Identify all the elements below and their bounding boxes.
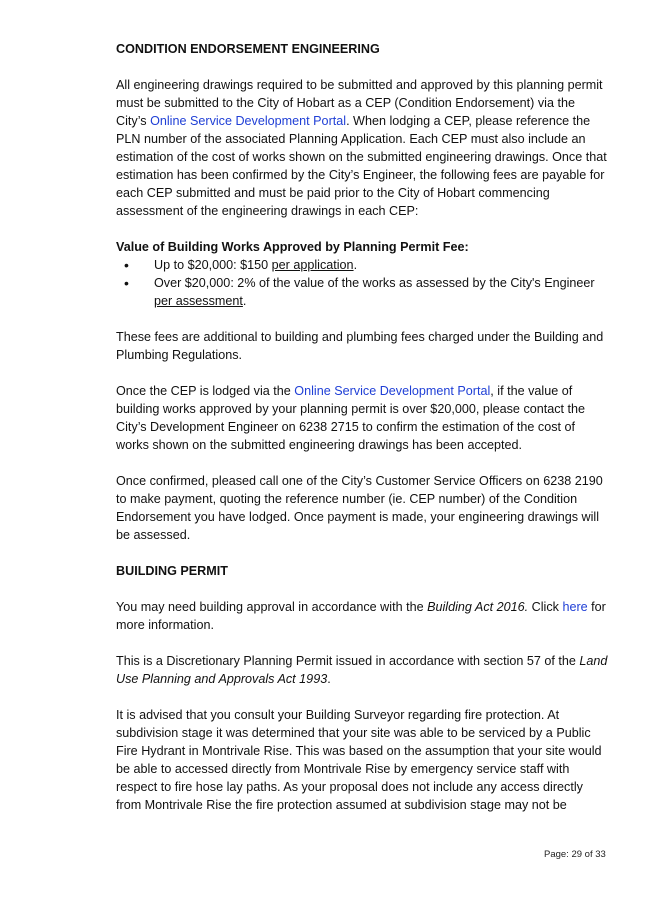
here-link[interactable]: here	[562, 600, 588, 614]
building-approval-paragraph: You may need building approval in accordance with the Building Act 2016. Click here for more information.	[116, 600, 606, 632]
building-permit-heading: BUILDING PERMIT	[116, 564, 228, 578]
fee-list	[116, 256, 608, 310]
list-item: • Up to $20,000: $150 per application.	[116, 256, 608, 274]
confirmed-paragraph: Once confirmed, pleased call one of the City’s Customer Service Officers on 6238 2190 to make payment, quoting the reference number (ie. CEP number) of the Condition Endorsement you have lodged. Once payment is made, your engineering drawings will be assessed.	[116, 474, 603, 542]
online-service-portal-link-2[interactable]: Online Service Development Portal	[294, 384, 491, 398]
lodged-paragraph: Once the CEP is lodged via the Online Service Development Portal, if the value of building works approved by your planning permit is over $20,000, please contact the City’s Development Engineer on 6238 2715 to confirm the estimation of the cost of works shown on the submitted engineering drawings has been accepted.	[116, 384, 586, 452]
fire-protection-paragraph: It is advised that you consult your Building Surveyor regarding fire protection. At subdivision stage it was determined that your site was able to be serviced by a Public Fire Hydrant in Montrivale Rise. This was based on the assumption that your site would be able to accessed directly from Montrivale Rise by emergency service staff with respect to fire hose lay paths. As your proposal does not include any access directly from Montrivale Rise the fire protection assumed at subdivision stage may not be	[116, 708, 602, 812]
fee-heading: Value of Building Works Approved by Planning Permit Fee:	[116, 240, 469, 254]
list-item: • Over $20,000: 2% of the value of the works as assessed by the City's Engineer per assessment.	[116, 274, 608, 310]
document-page	[116, 40, 608, 814]
cep-paragraph: All engineering drawings required to be submitted and approved by this planning permit must be submitted to the City of Hobart as a CEP (Condition Endorsement) via the City’s Online Service Development Portal. When lodging a CEP, please reference the PLN number of the associated Planning Application. Each CEP must also include an estimation of the cost of works shown on the submitted engineering drawings. Once that estimation has been confirmed by the City’s Engineer, the following fees are payable for each CEP submitted and must be paid prior to the City of Hobart commencing assessment of the engineering drawings in each CEP:	[116, 78, 607, 218]
page-number: Page: 29 of 33	[544, 849, 606, 860]
fees-paragraph: These fees are additional to building and plumbing fees charged under the Building and Plumbing Regulations.	[116, 330, 604, 362]
cep-heading: CONDITION ENDORSEMENT ENGINEERING	[116, 42, 380, 56]
discretionary-permit-paragraph: This is a Discretionary Planning Permit issued in accordance with section 57 of the Land Use Planning and Approvals Act 1993.	[116, 654, 608, 686]
online-service-portal-link[interactable]: Online Service Development Portal	[150, 114, 347, 128]
